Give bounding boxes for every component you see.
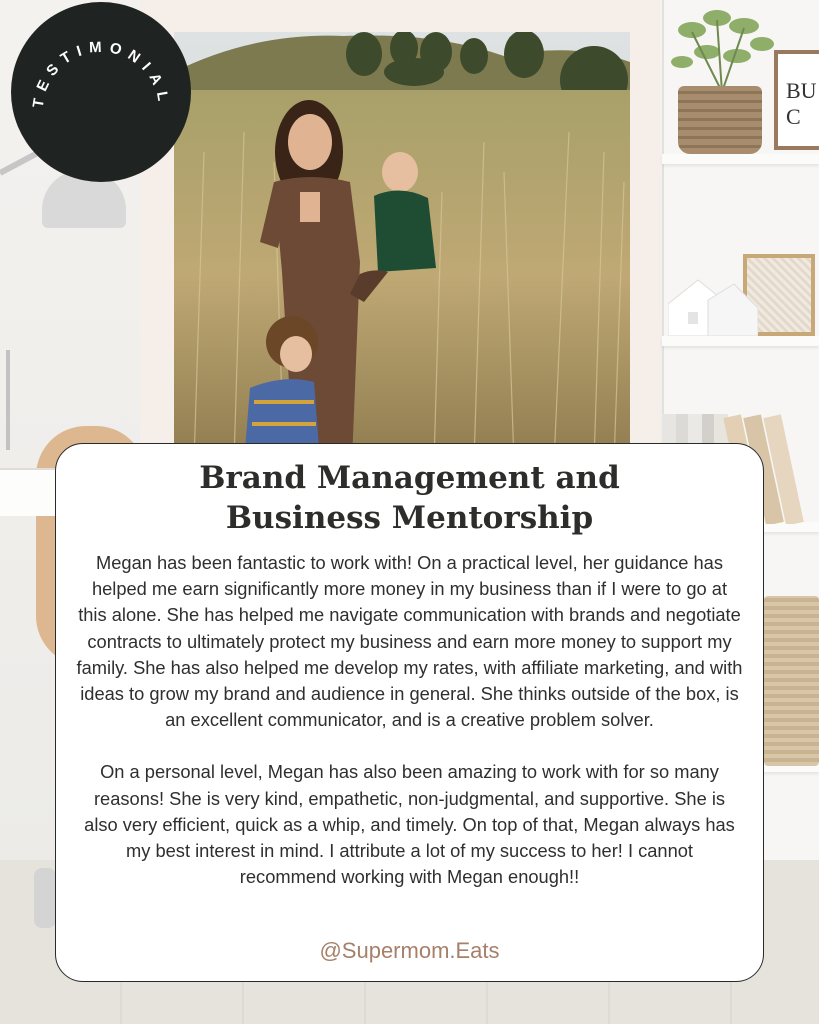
plant-basket	[678, 86, 762, 154]
svg-text:TESTIMONIAL	[30, 39, 173, 109]
testimonial-paragraph: On a personal level, Megan has also been amazing to work with for so many reasons! She is very kind, empathetic, non-judgmental, and supportive. She is also very efficient, quick as a whip, and timely. On top of that, Megan always has my best interest in mind. I attribute a lot of my success to her! I cannot recommend working with Megan enough!!	[84, 761, 735, 888]
chair-base	[34, 868, 56, 928]
card-title-line: Business Mentorship	[225, 500, 594, 536]
shelf-board	[662, 336, 819, 346]
testimonial-body	[76, 550, 743, 890]
card-title	[56, 458, 763, 538]
desk	[0, 468, 60, 516]
testimonial-badge	[11, 2, 191, 182]
lamp-stand	[6, 350, 10, 450]
author-handle: @Supermom.Eats	[319, 938, 500, 963]
family-photo	[174, 32, 630, 462]
shelf-board	[662, 154, 819, 164]
plant-leaves	[662, 0, 782, 92]
badge-label: TESTIMONIAL	[29, 38, 173, 110]
sign-frame: BU C	[774, 50, 819, 150]
card-title-line: Brand Management and	[199, 460, 620, 496]
testimonial-card	[55, 443, 764, 982]
testimonial-paragraph: Megan has been fantastic to work with! On a practical level, her guidance has helped me earn significantly more money in my business than if I were to go at this alone. She has helped me navigate communication with brands and negotiate contracts to ultimately protect my business and earn more money to support my family. She has also helped me develop my rates, with affiliate marketing, and with ideas to grow my brand and audience in general. She thinks outside of the box, is an excellent communicator, and is a creative problem solver.	[76, 552, 743, 731]
decor-house	[668, 278, 758, 336]
storage-basket	[764, 596, 819, 766]
